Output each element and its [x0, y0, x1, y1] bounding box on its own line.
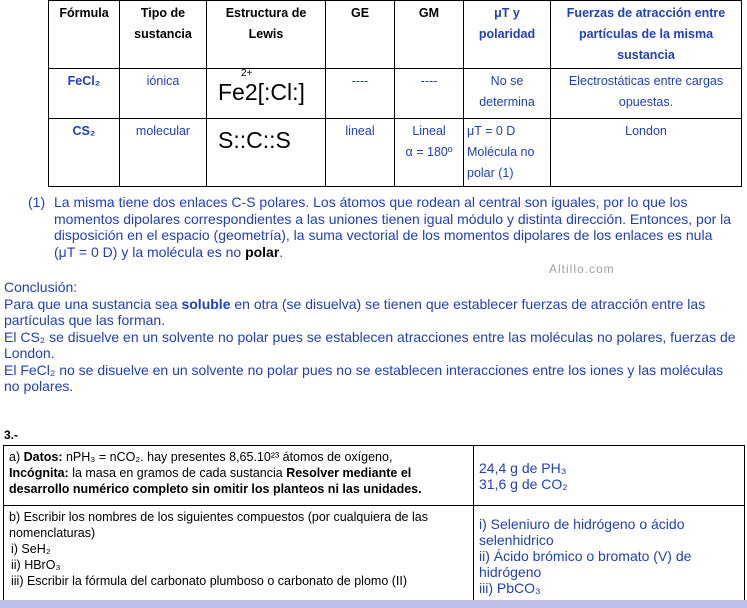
row2-formula: CS₂	[49, 119, 120, 187]
lewis-charge: 2+	[241, 68, 253, 79]
header-lewis: Estructura de Lewis	[207, 1, 326, 69]
question-a	[4, 446, 474, 506]
qa-incognita-label: Incógnita:	[9, 466, 69, 480]
qb-iii: iii) Escribir la fórmula del carbonato plumboso o carbonato de plomo (II)	[11, 574, 408, 588]
qa-prefix: a)	[9, 450, 24, 464]
row1-gm: ----	[395, 69, 464, 119]
header-fuerzas: Fuerzas de atracción entre partículas de la misma sustancia	[551, 1, 742, 69]
answer-b-ii: ii) Ácido brómico o bromato (V) de hidrógeno	[479, 548, 692, 580]
watermark: Altillo.com	[549, 262, 615, 276]
answer-b-iii: iii) PbCO₃	[479, 580, 541, 596]
section-number: 3.-	[4, 428, 19, 442]
row2-polaridad-line2: Molécula no polar (1)	[467, 145, 535, 180]
lewis-cs2: S::C::S	[218, 127, 291, 153]
conclusion-title: Conclusión:	[4, 279, 78, 295]
row1-tipo: iónica	[120, 69, 207, 119]
row2-tipo: molecular	[120, 119, 207, 187]
header-ge: GE	[326, 1, 395, 69]
properties-table	[48, 0, 742, 187]
lewis-fecl2: Fe2[:Cl:]	[218, 79, 305, 105]
qb-ii: ii) HBrO₃	[11, 558, 61, 572]
row1-formula: FeCl₂	[49, 69, 120, 119]
qb-intro: b) Escribir los nombres de los siguientes compuestos (por cualquiera de las nomenclaturas)	[9, 510, 428, 540]
conclusion-p1-bold: soluble	[181, 295, 231, 312]
conclusion-block	[4, 279, 739, 395]
exercise-table	[3, 445, 745, 601]
note-marker: (1)	[28, 194, 46, 210]
bottom-bar	[0, 600, 747, 608]
answer-a1: 24,4 g de PH₃	[479, 459, 567, 476]
answer-a	[474, 446, 745, 506]
conclusion-p3: El FeCl₂ no se disuelve en un solvente no polar pues no se establecen interacciones entre los iones y las moléculas no polares.	[4, 361, 724, 394]
conclusion-p1	[4, 296, 739, 329]
header-polaridad: μT y polaridad	[464, 1, 551, 69]
answer-a2: 31,6 g de CO₂	[479, 475, 568, 492]
question-b	[4, 506, 474, 601]
row2-gm-line2: α = 180º	[405, 145, 453, 159]
header-gm: GM	[395, 1, 464, 69]
note-after: .	[279, 243, 284, 260]
row2-gm-line1: Lineal	[412, 124, 446, 138]
row1-polaridad: No se determina	[464, 69, 551, 119]
row1-ge: ----	[326, 69, 395, 119]
note-bold: polar	[245, 243, 280, 260]
row1-fuerzas: Electrostáticas entre cargas opuestas.	[551, 69, 742, 119]
row1-lewis-cell	[207, 69, 326, 119]
row2-gm-cell	[395, 119, 464, 187]
row2-ge: lineal	[326, 119, 395, 187]
qa-datos-label: Datos:	[23, 450, 63, 464]
note-text: La misma tiene dos enlaces C-S polares. Los átomos que rodean al central son iguales, por lo que los momentos dipolares correspondientes a las uniones tienen igual módulo y distinta dirección. Entonces, por la disposición en el espacio (geometría), la suma vectorial de los momentos dipolares de los enlaces es nula (μT = 0 D) y la molécula es no	[54, 194, 732, 260]
answer-b-i: i) Seleniuro de hidrógeno o ácido selenhidrico	[479, 516, 685, 548]
conclusion-p1-before: Para que una sustancia sea	[4, 295, 182, 312]
answer-b	[474, 506, 745, 601]
header-formula: Fórmula	[49, 1, 120, 69]
conclusion-p2: El CS₂ se disuelve en un solvente no polar pues se establecen atracciones entre las moléculas no polares, fuerzas de London.	[4, 328, 736, 361]
conclusion-p1-after: en otra (se disuelva) se tienen que establecer fuerzas de atracción entre las partículas que las forman.	[4, 295, 706, 328]
qa-resolver: Resolver mediante el desarrollo numérico completo sin omitir los planteos ni las unidades.	[9, 466, 422, 496]
qa-datos-text: nPH₃ = nCO₂. hay presentes 8,65.10²³ átomos de oxígeno,	[62, 450, 393, 464]
header-tipo: Tipo de sustancia	[120, 1, 207, 69]
row2-lewis-cell	[207, 119, 326, 187]
row2-polaridad-cell	[464, 119, 551, 187]
row2-polaridad-line1: μT = 0 D	[467, 124, 516, 138]
qb-i: i) SeH₂	[11, 542, 51, 556]
qa-incognita-text: la masa en gramos de cada sustancia	[68, 466, 287, 480]
note-paragraph	[54, 194, 734, 260]
row2-fuerzas: London	[551, 119, 742, 187]
